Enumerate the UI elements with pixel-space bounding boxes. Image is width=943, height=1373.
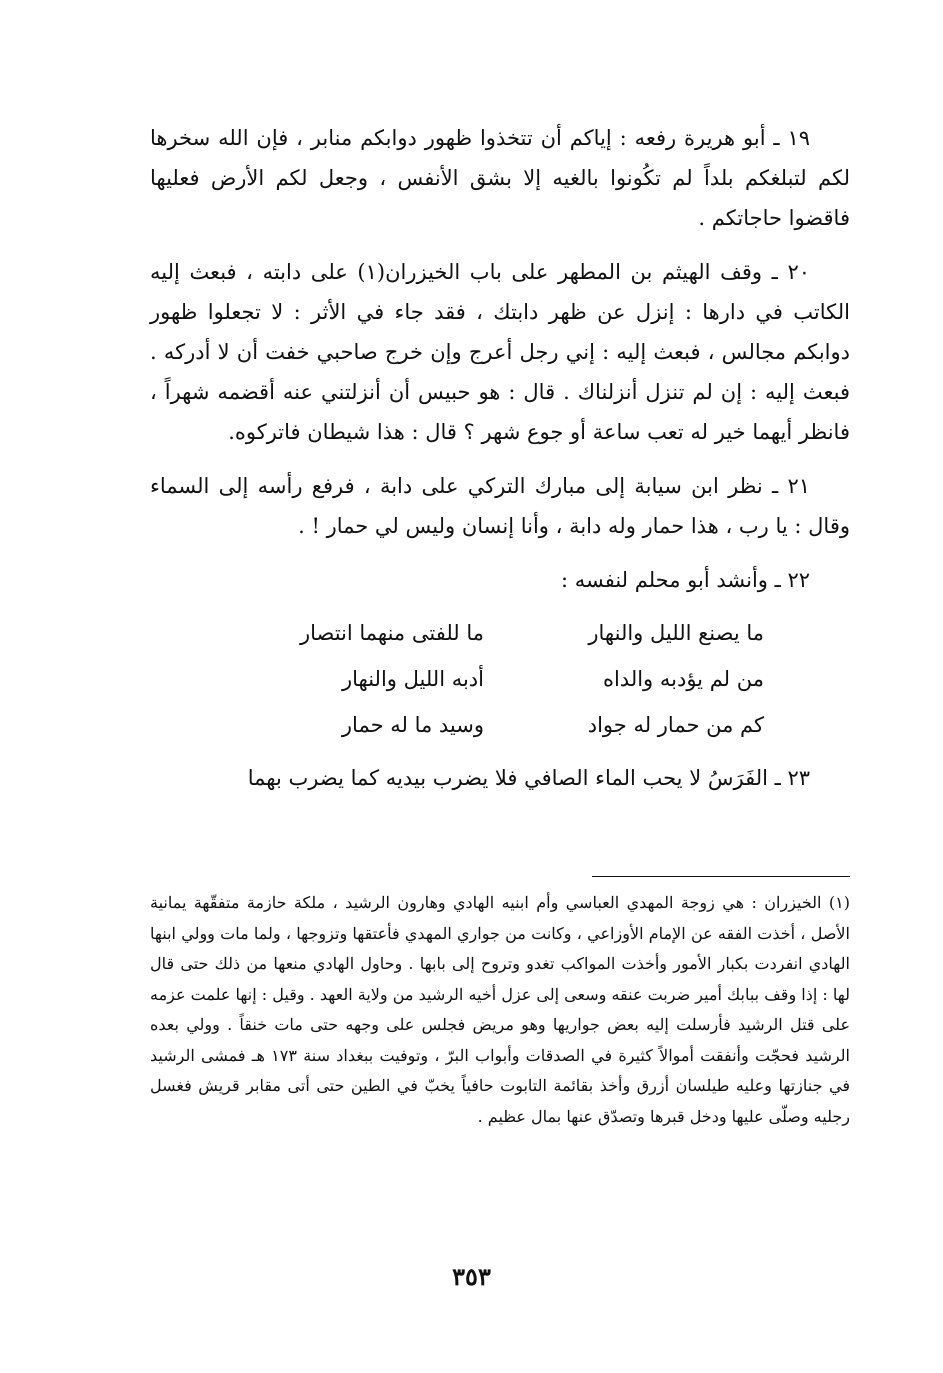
verse-second-hemistich: وسيد ما له حمار [341,713,484,737]
page-number: ٣٥٣ [452,1262,491,1291]
verse-first-hemistich: من لم يؤدبه والداه [602,667,764,691]
main-text [150,118,850,812]
verse-second-hemistich: ما للفتى منهما انتصار [299,621,484,645]
footnotes [150,888,850,1132]
poem-verse [150,610,764,656]
paragraph-23: ٢٣ ـ الفَرَسُ لا يحب الماء الصافي فلا يضرب بيديه كما يضرب بهما [247,766,810,790]
paragraph-20: ٢٠ ـ وقف الهيثم بن المطهر على باب الخيزران(١) على دابته ، فبعث إليه الكاتب في دارها : إنزل عن ظهر دابتك ، فقد جاء في الأثر : لا تجعلوا ظهور دوابكم مجالس ، فبعث إليه : إني رجل أعرج وإن خرج صاحبي خفت أن لا أدركه . فبعث إليه : إن لم تنزل أنزلناك . قال : هو حبيس أن أنزلتني عنه أقضمه شهراً ، فانظر أيهما خير له تعب ساعة أو جوع شهر ؟ قال : هذا شيطان فاتركوه. [150,260,850,444]
verse-first-hemistich: كم من حمار له جواد [587,713,764,737]
verse-first-hemistich: ما يصنع الليل والنهار [588,621,764,645]
poem-verse [150,656,764,702]
paragraph-21: ٢١ ـ نظر ابن سيابة إلى مبارك التركي على دابة ، فرفع رأسه إلى السماء وقال : يا رب ، هذا حمار وله دابة ، وأنا إنسان وليس لي حمار ! . [150,474,850,538]
poem-verse [150,702,764,748]
paragraph-22: ٢٢ ـ وأنشد أبو محلم لنفسه : [560,568,810,592]
footnote-divider [592,876,850,877]
verse-second-hemistich: أدبه الليل والنهار [342,667,484,691]
poem [150,610,850,748]
footnote-1: (١) الخيزران : هي زوجة المهدي العباسي وأم ابنيه الهادي وهارون الرشيد ، ملكة حازمة متفقّهة يمانية الأصل ، أخذت الفقه عن الإمام الأوزاعي ، وكانت من جواري المهدي فأعتقها وتزوجها ، ولما مات وولي ابنها الهادي انفردت بكبار الأمور وأخذت المواكب تغدو وتروح إلى بابها . وحاول الهادي منعها من ذلك حتى قال لها : إذا وقف ببابك أمير ضربت عنقه وسعى إلى عزل أخيه الرشيد من ولاية العهد . وقيل : إنها علمت عزمه على قتل الرشيد فأرسلت إليه بعض جواريها وهو مريض فجلس على وجهه حتى مات خنقاً . وولي بعده الرشيد فحجّت وأنفقت أموالاً كثيرة في الصدقات وأبواب البرّ ، وتوفيت ببغداد سنة ١٧٣ هـ فمشى الرشيد في جنازتها وعليه طيلسان أزرق وأخذ بقائمة التابوت حافياً يخبّ في الطين حتى أتى مقابر قريش فغسل رجليه وصلّى عليها ودخل قبرها وتصدّق عنها بمال عظيم . [150,893,851,1126]
paragraph-19: ١٩ ـ أبو هريرة رفعه : إياكم أن تتخذوا ظهور دوابكم منابر ، فإن الله سخرها لكم لتبلغكم بلداً لم تكُونوا بالغيه إلا بشق الأنفس ، وجعل لكم الأرض فعليها فاقضوا حاجاتكم . [150,126,850,230]
